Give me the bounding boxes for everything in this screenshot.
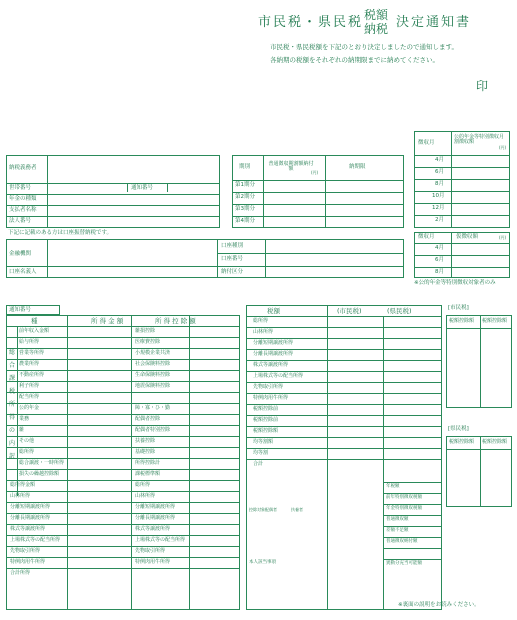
taxable-row-label: 分離長期譲渡所得 xyxy=(135,515,176,521)
income-row-2 xyxy=(7,491,239,492)
income-row xyxy=(7,348,239,349)
notice-no-label: 通知番号 xyxy=(131,185,154,191)
income-row xyxy=(7,337,239,338)
deduction-row-label: 社会保険料控除 xyxy=(135,361,171,367)
deduction-row-label: 所得控除計 xyxy=(135,460,161,466)
deduction-row-label: 基礎控除 xyxy=(135,449,156,455)
income-row-2 xyxy=(7,480,239,481)
corp-label: 法人番号 xyxy=(9,218,32,224)
tax-col-city: (市民税) xyxy=(337,307,362,315)
notice-line-1: 市民税・県民税額を下記のとおり決定しましたので通知します。 xyxy=(270,43,458,51)
tax-row xyxy=(247,459,441,460)
tax-row-2-label: 前年特別徴収税額 xyxy=(386,495,422,500)
deduction-row-label: 扶養控除 xyxy=(135,438,156,444)
tax-row-2 xyxy=(383,482,441,483)
income-row-label: 配当所得 xyxy=(19,394,40,400)
side-labels: 総合課税所得の内訳 xyxy=(9,349,16,460)
income-row xyxy=(7,436,239,437)
income-col-kind: 種 xyxy=(31,317,38,325)
income-row-label: 営業等所得 xyxy=(19,350,45,356)
bank-block xyxy=(6,239,404,278)
dep-2: 扶養者 xyxy=(291,507,303,512)
tax-row-label: 税額控除前 xyxy=(253,417,279,423)
tax-row-2-label: 年金特別徴収税額 xyxy=(386,506,422,511)
income-row-label: 前年収入金額 xyxy=(19,328,50,334)
transfer-note: 下記に記載のある方は口座振替納税です。 xyxy=(8,230,113,236)
deduction-row-label: 医療費控除 xyxy=(135,339,161,345)
income-row xyxy=(7,458,239,459)
tax-row xyxy=(247,349,441,350)
col-amount-unit: (円) xyxy=(311,170,319,175)
tax-row xyxy=(247,437,441,438)
tax-row xyxy=(247,338,441,339)
tax-row xyxy=(247,371,441,372)
income-row-label: 農業所得 xyxy=(19,361,40,367)
income-row-label: 不動産所得 xyxy=(19,372,45,378)
pref-label: [県民税] xyxy=(448,426,469,432)
notice-no-box xyxy=(6,305,60,315)
prov-col-month: 徴収月 xyxy=(418,234,435,240)
pension-m2: 6月 xyxy=(435,169,444,175)
deduction-row-label: 障・寡・ひ・勤 xyxy=(135,405,171,411)
income-row-2 xyxy=(7,524,239,525)
city-c1: 税額控除額 xyxy=(449,318,475,324)
bank-label: 金融機関 xyxy=(9,251,32,257)
pref-c1: 税額控除額 xyxy=(449,439,475,445)
tax-row-label: 税額控除額 xyxy=(253,428,279,434)
tax-col-pref: (県民税) xyxy=(387,307,412,315)
tax-row-2 xyxy=(383,559,441,560)
pension-m4: 10月 xyxy=(432,193,445,199)
tax-row xyxy=(247,360,441,361)
income-row-label: 雑 xyxy=(19,427,25,433)
tax-table xyxy=(246,305,442,610)
tax-row-2 xyxy=(383,548,441,549)
acct-no-label: 口座番号 xyxy=(221,256,244,262)
deduction-row-label: 配偶者控除 xyxy=(135,416,161,422)
income-row-2 xyxy=(7,546,239,547)
pref-c2: 税額控除額 xyxy=(482,439,508,445)
tax-row xyxy=(247,426,441,427)
tax-row-label: 均等割額 xyxy=(253,439,274,445)
income-row-label: 総合譲渡・一時所得 xyxy=(19,460,65,466)
income-row xyxy=(7,359,239,360)
income-row-2-label: 先物取引所得 xyxy=(10,548,41,554)
title-right: 決定通知書 xyxy=(396,15,472,30)
taxable-row-label: 先物取引所得 xyxy=(135,548,166,554)
prov-col-unit: (円) xyxy=(499,235,507,240)
prov-col-amount: 仮徴収額 xyxy=(456,234,479,240)
tax-footnote: ※裏面の説明をお読みください。 xyxy=(398,602,480,608)
tax-row-label: 山林所得 xyxy=(253,329,274,335)
notice-line-2: 各納期の税額をそれぞれの納期限までに納めてください。 xyxy=(270,56,439,64)
tax-row-2 xyxy=(383,526,441,527)
income-row-2-label: 上場株式等の配当所得 xyxy=(10,537,61,543)
taxable-row-label: 総所得 xyxy=(135,482,151,488)
tax-row xyxy=(247,382,441,383)
title-stack-top: 税額 xyxy=(364,8,389,22)
pension-m1: 4月 xyxy=(435,157,444,163)
pension-col-unit: (円) xyxy=(499,145,507,150)
prov-m1: 4月 xyxy=(435,245,444,251)
tax-row-label: 均等割 xyxy=(253,450,269,456)
pension-type-label: 年金の種類 xyxy=(9,196,37,202)
income-row xyxy=(7,447,239,448)
tax-row xyxy=(247,393,441,394)
deduction-row-label: 課税標準額 xyxy=(135,471,161,477)
acct-type-label: 口座種別 xyxy=(221,243,244,249)
tax-row-label: 先物取引所得 xyxy=(253,384,284,390)
household-label: 世帯番号 xyxy=(9,185,32,191)
title-left: 市民税・県民税 xyxy=(258,15,364,30)
deduction-row-label: 配偶者特別控除 xyxy=(135,427,171,433)
col-deadline: 納期限 xyxy=(349,164,366,170)
pension-col-month: 徴収月 xyxy=(418,140,435,146)
tax-row-2-label: 普通徴収額 xyxy=(386,517,409,522)
income-row xyxy=(7,326,239,327)
tax-row-2-label: 年税額 xyxy=(386,484,400,489)
taxable-row-label: 株式等譲渡所得 xyxy=(135,526,171,532)
taxable-row-label: 山林所得 xyxy=(135,493,156,499)
taxpayer-block xyxy=(6,155,220,228)
tax-row-label: 合計 xyxy=(253,461,264,467)
tax-row-2 xyxy=(383,493,441,494)
income-row-label: 業務 xyxy=(19,416,30,422)
tax-row xyxy=(247,327,441,328)
prov-m3: 8月 xyxy=(435,269,444,275)
seal-mark: 印 xyxy=(476,79,489,93)
prov-m2: 6月 xyxy=(435,257,444,263)
period-3: 第3期分 xyxy=(235,206,255,212)
pension-block xyxy=(414,131,510,228)
tax-row-label: 分離長期譲渡所得 xyxy=(253,351,294,357)
dep-1: 控除対象配偶者 xyxy=(249,507,277,512)
tax-row xyxy=(247,404,441,405)
income-row xyxy=(7,370,239,371)
income-col-deduction: 所 得 控 除 額 xyxy=(155,317,196,325)
pay-div-label: 納付区分 xyxy=(221,269,244,275)
tax-row-2 xyxy=(383,504,441,505)
income-row-2 xyxy=(7,568,239,569)
income-row-2 xyxy=(7,535,239,536)
period-4: 第4期分 xyxy=(235,218,255,224)
income-row-label: 給与所得 xyxy=(19,339,40,345)
tax-row-label: 株式等譲渡所得 xyxy=(253,362,289,368)
income-row-2-label: 株式等譲渡所得 xyxy=(10,526,46,532)
taxable-row-label: 特例肉用牛所得 xyxy=(135,559,171,565)
tax-row-2 xyxy=(383,537,441,538)
tax-row xyxy=(247,316,441,317)
deduction-row-label: 小規模企業共済 xyxy=(135,350,171,356)
income-row-2-label: 分離長期譲渡所得 xyxy=(10,515,51,521)
col-period: 期別 xyxy=(239,164,251,170)
period-2: 第2期分 xyxy=(235,194,255,200)
people-label: 本人該当事項 xyxy=(249,560,276,565)
income-col-income: 所 得 金 額 xyxy=(91,317,124,325)
pension-m6: 2月 xyxy=(435,217,444,223)
income-table xyxy=(6,315,240,610)
pension-footnote: ※公的年金等特別徴収対象者のみ xyxy=(414,280,496,286)
tax-row-label: 上場株式等の配当所得 xyxy=(253,373,304,379)
city-credit-box xyxy=(446,315,512,408)
income-row-2-label: 山林所得 xyxy=(10,493,31,499)
tax-row xyxy=(247,448,441,449)
pension-col-amount: 公的年金等特別徴収月割徴収額 xyxy=(454,134,505,145)
notice-no-cell: 通知番号 xyxy=(9,307,32,313)
income-row xyxy=(7,469,239,470)
tax-row-label: 分離短期譲渡所得 xyxy=(253,340,294,346)
col-amount: 普通徴収期割額納付額 xyxy=(268,161,314,172)
income-row-2 xyxy=(7,557,239,558)
income-row-2-label: 特例肉用牛所得 xyxy=(10,559,46,565)
income-row xyxy=(7,392,239,393)
tax-row-2-label: 普通徴収納付額 xyxy=(386,539,418,544)
income-row-2-label: 総所得金額 xyxy=(10,482,36,488)
tax-row-label: 特例肉用牛所得 xyxy=(253,395,289,401)
income-row xyxy=(7,381,239,382)
income-row-2-label: 合計所得 xyxy=(10,570,31,576)
taxable-row-label: 分離短期譲渡所得 xyxy=(135,504,176,510)
taxable-row-label: 上場株式等の配当所得 xyxy=(135,537,186,543)
income-row-2-label: 分離短期譲渡所得 xyxy=(10,504,51,510)
pension-prov-block xyxy=(414,232,510,278)
tax-row-2 xyxy=(383,515,441,516)
income-row-label: その他 xyxy=(19,438,35,444)
pref-credit-box xyxy=(446,436,512,507)
pension-m5: 12月 xyxy=(432,205,445,211)
tax-row-label: 税額控除前 xyxy=(253,406,279,412)
title-stack-bottom: 納税 xyxy=(364,22,389,36)
income-row xyxy=(7,414,239,415)
income-row-2 xyxy=(7,502,239,503)
taxpayer-label: 納税義務者 xyxy=(9,165,37,171)
income-row xyxy=(7,425,239,426)
tax-row-2-label: 異動分充当可能額 xyxy=(386,561,422,566)
tax-row-2-label: 差額不足額 xyxy=(386,528,409,533)
income-row-2 xyxy=(7,513,239,514)
city-c2: 税額控除額 xyxy=(482,318,508,324)
acct-holder-label: 口座名義人 xyxy=(9,269,37,275)
deduction-row-label: 生命保険料控除 xyxy=(135,372,171,378)
schedule-block xyxy=(232,155,404,228)
tax-col-tax: 税額 xyxy=(267,307,280,315)
deduction-row-label: 雑損控除 xyxy=(135,328,156,334)
income-row xyxy=(7,403,239,404)
tax-row xyxy=(247,415,441,416)
tax-row-label: 総所得 xyxy=(253,318,269,324)
deduction-row-label: 地震保険料控除 xyxy=(135,383,171,389)
income-row-label: 公的年金 xyxy=(19,405,40,411)
income-row-label: 利子所得 xyxy=(19,383,40,389)
city-label: [市民税] xyxy=(448,305,469,311)
pension-m3: 8月 xyxy=(435,181,444,187)
payer-label: 支払者名称 xyxy=(9,207,37,213)
income-row-label: 損失の繰越控除額 xyxy=(19,471,60,477)
period-1: 第1期分 xyxy=(235,182,255,188)
income-row-label: 総所得 xyxy=(19,449,35,455)
